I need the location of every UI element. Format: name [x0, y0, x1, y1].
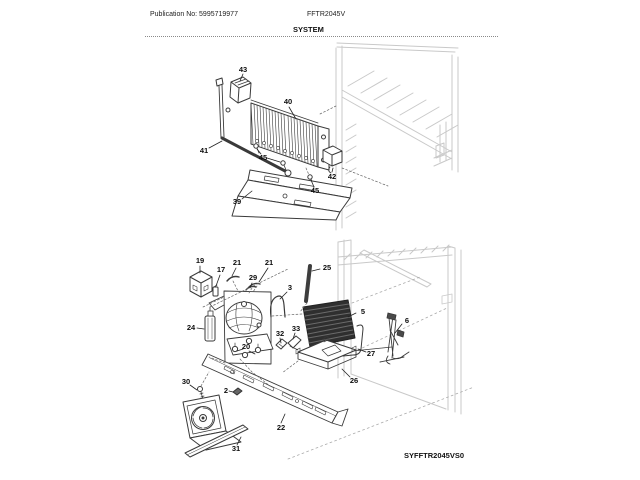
part-label-40: 40	[283, 96, 293, 106]
part-17-pin	[213, 285, 218, 296]
part-label-5: 5	[360, 306, 366, 316]
part-label-19: 19	[195, 255, 205, 265]
part-label-3: 3	[287, 282, 293, 292]
part-label-2: 2	[223, 385, 229, 395]
part-26-pan	[296, 336, 356, 369]
part-label-21: 21	[232, 257, 242, 267]
part-43-box	[230, 77, 251, 103]
part-label-24: 24	[186, 322, 196, 332]
publication-number: Publication No: 5995719977	[150, 11, 238, 18]
part-label-45: 45	[258, 152, 268, 162]
lower-diagram	[183, 240, 474, 459]
part-label-30: 30	[181, 376, 191, 386]
part-label-21: 21	[264, 257, 274, 267]
part-label-42: 42	[327, 171, 337, 181]
part-25-tube	[306, 266, 310, 301]
part-label-27: 27	[366, 348, 376, 358]
parts-upper	[216, 77, 352, 220]
part-label-43: 43	[238, 64, 248, 74]
model-number: FFTR2045V	[307, 11, 346, 18]
part-label-33: 33	[291, 323, 301, 333]
part-19-box	[190, 271, 212, 297]
part-label-20: 20	[241, 341, 251, 351]
cabinet-outline-upper	[336, 43, 458, 230]
part-label-29: 29	[248, 272, 258, 282]
part-label-22: 22	[276, 422, 286, 432]
part-33-bracket	[288, 336, 301, 350]
part-32-bracket	[276, 339, 287, 349]
part-6-harness	[380, 313, 409, 364]
part-label-41: 41	[199, 145, 209, 155]
part-22-base-rail	[202, 354, 348, 426]
floor-dotted-lines	[288, 277, 474, 459]
part-label-26: 26	[349, 375, 359, 385]
part-2-clip	[233, 388, 242, 395]
part-label-45: 45	[310, 185, 320, 195]
part-label-32: 32	[275, 328, 285, 338]
part-label-25: 25	[322, 262, 332, 272]
part-label-39: 39	[232, 196, 242, 206]
part-label-31: 31	[231, 443, 241, 453]
part-label-17: 17	[216, 264, 226, 274]
diagram-code: SYFFTR2045VS0	[404, 451, 465, 460]
compressor-unit	[209, 291, 273, 364]
part-24-cylinder	[205, 307, 215, 341]
part-39-bracket	[232, 170, 352, 220]
part-3-tube	[271, 296, 285, 317]
part-label-6: 6	[404, 315, 410, 325]
upper-diagram	[209, 43, 458, 230]
page-title: SYSTEM	[293, 25, 324, 34]
